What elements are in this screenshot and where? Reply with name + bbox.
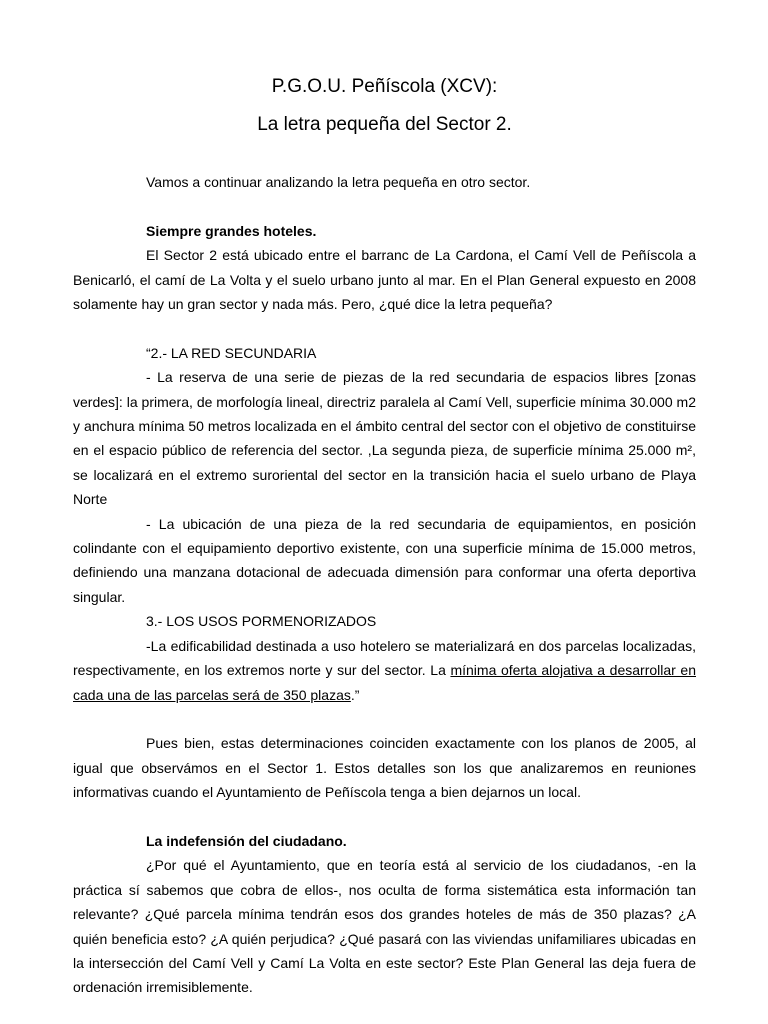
section-paragraph-sector: El Sector 2 está ubicado entre el barranc de La Cardona, el Camí Vell de Peñíscola a Benicarló, el camí de La Volta y el suelo urbano junto al mar. En el Plan General expuesto en 2008 solamente hay un gran sector y nada más. Pero, ¿qué dice la letra pequeña? xyxy=(73,247,696,313)
blank-line xyxy=(73,805,696,829)
section-paragraph-indefension: ¿Por qué el Ayuntamiento, que en teoría está al servicio de los ciudadanos, -en la práctica sí sabemos que cobra de ellos-, nos oculta de forma sistemática esta información tan relevante? ¿Qué parcela mínima tendrán esos dos grandes hoteles de más de 350 plazas? ¿A quién beneficia esto? ¿A quién perjudica? ¿Qué pasará con las viviendas unifamiliares ubicadas en la intersección del Camí Vell y Camí La Volta en este sector? Este Plan General las deja fuera de ordenación irremisiblemente. xyxy=(73,857,696,996)
blank-line xyxy=(73,316,696,340)
quote-item-hotelero xyxy=(73,634,696,707)
document-title: P.G.O.U. Peñíscola (XCV): xyxy=(271,76,498,97)
quote-closing: .” xyxy=(350,686,360,703)
underlined-plazas-text: mínima oferta alojativa a desarrollar en cada una de las parcelas será de 350 plazas xyxy=(73,662,696,703)
quote-item-hotelero-text: -La edificabilidad destinada a uso hotelero se materializará en dos parcelas localizadas, respectivamente, en los extremos norte y sur del sector. La xyxy=(73,637,696,679)
quote-heading-red-secundaria: “2.- LA RED SECUNDARIA xyxy=(146,344,317,361)
paragraph-pues-bien: Pues bien, estas determinaciones coinciden exactamente con los planos de 2005, al igual que observámos en el Sector 1. Estos detalles son los que analizaremos en reuniones informativas cuando el Ayuntamiento de Peñíscola tenga a bien dejarnos un local. xyxy=(73,735,696,801)
section-heading-indefension: La indefensión del ciudadano. xyxy=(146,832,347,849)
quote-heading-usos: 3.- LOS USOS PORMENORIZADOS xyxy=(146,613,377,630)
quote-item-equipamientos: - La ubicación de una pieza de la red secundaria de equipamientos, en posición colindante con el equipamiento deportivo existente, con una superficie mínima de 15.000 metros, definiendo una manzana dotacional de adecuada dimensión para conformar una oferta deportiva singular. xyxy=(73,515,696,605)
intro-paragraph: Vamos a continuar analizando la letra pequeña en otro sector. xyxy=(146,174,531,190)
blank-line xyxy=(73,194,696,218)
blank-line xyxy=(73,707,696,731)
quote-item-espacios-libres: - La reserva de una serie de piezas de la red secundaria de espacios libres [zonas verdes]: la primera, de morfología lineal, directriz paralela al Camí Vell, superficie mínima 30.000 m2 y anchura mínima 50 metros localizada en el ámbito central del sector con el objetivo de constituirse en el espacio público de referencia del sector. ,La segunda pieza, de superficie mínima 25.000 m², se localizará en el extremo suroriental del sector en la transición hacia el suelo urbano de Playa Norte xyxy=(73,369,696,508)
document-subtitle: La letra pequeña del Sector 2. xyxy=(257,114,512,135)
section-heading-hoteles: Siempre grandes hoteles. xyxy=(146,222,317,239)
